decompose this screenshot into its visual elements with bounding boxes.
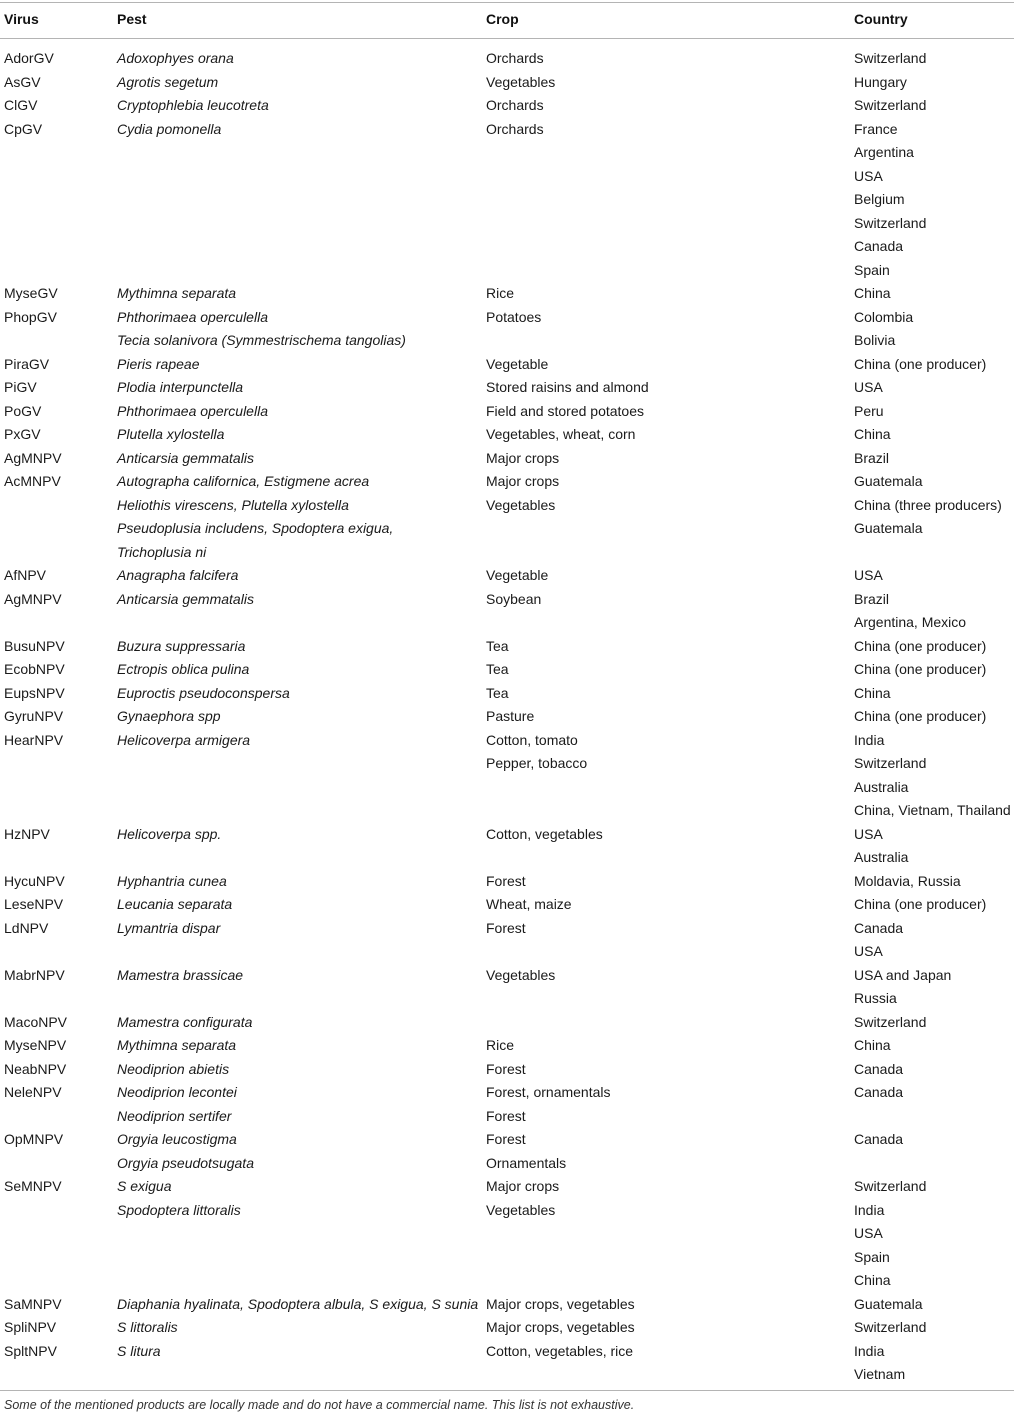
pest-cell: Trichoplusia ni (117, 543, 207, 560)
pest-cell: Euproctis pseudoconspersa (117, 684, 290, 701)
crop-cell: Forest (486, 1060, 526, 1077)
country-cell: Moldavia, Russia (854, 872, 961, 889)
virus-cell: AfNPV (4, 567, 47, 583)
virus-cell: NeleNPV (4, 1084, 62, 1100)
pest-cell: Tecia solanivora (Symmestrischema tangolias) (117, 332, 406, 348)
country-cell: Belgium (854, 191, 905, 207)
crop-cell: Major crops (486, 473, 560, 489)
table-row (0, 940, 1017, 964)
virus-cell: HzNPV (4, 825, 50, 842)
virus-cell: PhopGV (4, 308, 57, 325)
country-cell: Switzerland (854, 1013, 927, 1030)
crop-cell: Major crops, vegetables (486, 1295, 635, 1312)
country-cell: Hungary (854, 73, 907, 90)
virus-cell: AgMNPV (4, 590, 62, 607)
table-row (0, 212, 1017, 236)
crop-cell: Field and stored potatoes (486, 402, 644, 419)
pest-cell: Lymantria dispar (117, 919, 221, 936)
crop-cell: Major crops (486, 1178, 560, 1194)
table-row (0, 376, 1017, 400)
pest-cell: S littoralis (117, 1319, 178, 1335)
pest-cell: Orgyia pseudotsugata (117, 1154, 254, 1171)
pest-cell: Neodiprion lecontei (117, 1084, 237, 1100)
header-crop: Crop (486, 11, 519, 27)
crop-cell: Pasture (486, 708, 535, 724)
pest-cell: Leucania separata (117, 896, 233, 912)
table-row (0, 423, 1017, 447)
pest-cell: S exigua (117, 1178, 172, 1194)
table-row (0, 917, 1017, 941)
crop-cell: Tea (486, 684, 509, 701)
crop-cell: Vegetables (486, 1201, 556, 1218)
pest-cell: Orgyia leucostigma (117, 1131, 237, 1147)
virus-cell: AcMNPV (4, 473, 61, 489)
country-cell: Brazil (854, 449, 890, 466)
pest-cell: Mamestra configurata (117, 1013, 253, 1030)
country-cell: Switzerland (854, 50, 927, 66)
crop-cell: Major crops, vegetables (486, 1319, 635, 1335)
table-row (0, 306, 1017, 330)
country-cell: France (854, 120, 898, 137)
virus-cell: ClGV (4, 97, 38, 113)
crop-cell: Vegetables (486, 966, 556, 983)
pest-cell: Gynaephora spp (117, 708, 221, 724)
table-row (0, 635, 1017, 659)
country-cell: China (one producer) (854, 896, 987, 912)
crop-cell: Orchards (486, 97, 544, 113)
country-cell: Canada (854, 1084, 904, 1100)
virus-cell: GyruNPV (4, 708, 64, 724)
crop-cell: Forest, ornamentals (486, 1084, 611, 1100)
country-cell: China (854, 684, 891, 701)
crop-cell: Cotton, tomato (486, 731, 578, 748)
table-row (0, 165, 1017, 189)
table-row (0, 1246, 1017, 1270)
pest-cell: Adoxophyes orana (117, 50, 234, 66)
pest-cell: Mythimna separata (117, 285, 237, 301)
country-cell: Peru (854, 402, 884, 419)
pest-cell: Cydia pomonella (117, 120, 222, 137)
virus-cell: SpltNPV (4, 1342, 57, 1359)
country-cell: Spain (854, 261, 890, 278)
country-cell: USA (854, 379, 883, 395)
country-cell: Bolivia (854, 332, 896, 348)
table-body (0, 47, 1017, 1387)
pest-cell: Pieris rapeae (117, 355, 200, 372)
pest-cell: Plodia interpunctella (117, 379, 244, 395)
crop-cell: Forest (486, 919, 526, 936)
crop-cell: Cotton, vegetables, rice (486, 1342, 634, 1359)
table-row (0, 776, 1017, 800)
footnote: Some of the mentioned products are locally made and do not have a commercial name. This list is not exhaustive. (4, 1398, 635, 1412)
country-cell: China (854, 1037, 891, 1053)
country-cell: USA and Japan (854, 966, 952, 983)
top-rule (0, 2, 1014, 3)
virus-cell: LeseNPV (4, 896, 64, 912)
pest-cell: Buzura suppressaria (117, 637, 246, 654)
country-cell: Australia (854, 778, 909, 795)
pest-cell: Neodiprion abietis (117, 1060, 230, 1077)
country-cell: Guatemala (854, 520, 923, 536)
virus-cell: HearNPV (4, 731, 64, 748)
table-row (0, 353, 1017, 377)
country-cell: Switzerland (854, 214, 927, 231)
crop-cell: Rice (486, 1037, 515, 1053)
table-row (0, 541, 1017, 565)
country-cell: Argentina, Mexico (854, 614, 967, 630)
pest-cell: Spodoptera littoralis (117, 1201, 241, 1218)
table-row (0, 846, 1017, 870)
virus-cell: SaMNPV (4, 1295, 62, 1312)
crop-cell: Tea (486, 661, 509, 677)
virus-cell: AdorGV (4, 50, 54, 66)
crop-cell: Wheat, maize (486, 896, 572, 912)
table-row (0, 1152, 1017, 1176)
country-cell: Canada (854, 1060, 904, 1077)
virus-cell: PiraGV (4, 355, 50, 372)
header-virus: Virus (4, 11, 39, 27)
virus-cell: AgMNPV (4, 449, 62, 466)
country-cell: Canada (854, 919, 904, 936)
pest-cell: Anticarsia gemmatalis (117, 449, 254, 466)
country-cell: Switzerland (854, 97, 927, 113)
table-row (0, 71, 1017, 95)
virus-cell: NeabNPV (4, 1060, 67, 1077)
country-cell: China (854, 1272, 891, 1288)
pest-cell: Phthorimaea operculella (117, 402, 268, 419)
country-cell: Switzerland (854, 1178, 927, 1194)
virus-cell: CpGV (4, 120, 43, 137)
country-cell: USA (854, 943, 883, 959)
country-cell: USA (854, 825, 883, 842)
table-row (0, 517, 1017, 541)
country-cell: Spain (854, 1248, 890, 1265)
crop-cell: Orchards (486, 50, 544, 66)
country-cell: Canada (854, 1131, 904, 1147)
pest-cell: Hyphantria cunea (117, 872, 227, 889)
pest-cell: S litura (117, 1342, 161, 1359)
table-row (0, 588, 1017, 612)
table-row (0, 705, 1017, 729)
crop-cell: Major crops (486, 449, 560, 466)
table-row (0, 447, 1017, 471)
table-row (0, 1199, 1017, 1223)
table-row (0, 987, 1017, 1011)
crop-cell: Vegetable (486, 567, 549, 583)
crop-cell: Tea (486, 637, 509, 654)
virus-cell: MyseGV (4, 285, 58, 301)
crop-cell: Soybean (486, 590, 542, 607)
table-row (0, 823, 1017, 847)
country-cell: Australia (854, 849, 909, 865)
pest-cell: Cryptophlebia leucotreta (117, 97, 269, 113)
crop-cell: Vegetables (486, 496, 556, 513)
country-cell: Canada (854, 238, 904, 254)
pest-cell: Helicoverpa armigera (117, 731, 251, 748)
table-row (0, 658, 1017, 682)
table-row (0, 1363, 1017, 1387)
table-row (0, 611, 1017, 635)
country-cell: Guatemala (854, 1295, 923, 1312)
pest-cell: Mythimna separata (117, 1037, 237, 1053)
table-row (0, 752, 1017, 776)
table-row (0, 729, 1017, 753)
country-cell: USA (854, 167, 883, 184)
table-row (0, 1105, 1017, 1129)
crop-cell: Stored raisins and almond (486, 379, 649, 395)
header-rule (0, 38, 1014, 39)
virus-cell: MyseNPV (4, 1037, 67, 1053)
country-cell: China (one producer) (854, 355, 987, 372)
table-row (0, 682, 1017, 706)
table-row (0, 1222, 1017, 1246)
crop-cell: Rice (486, 285, 515, 301)
virus-cell: BusuNPV (4, 637, 65, 654)
table-row (0, 400, 1017, 424)
crop-cell: Forest (486, 1107, 526, 1124)
crop-cell: Vegetable (486, 355, 549, 372)
country-cell: USA (854, 1225, 883, 1241)
table-row (0, 893, 1017, 917)
pest-cell: Pseudoplusia includens, Spodoptera exigua, (117, 520, 394, 536)
virus-cell: MacoNPV (4, 1013, 68, 1030)
table-row (0, 1128, 1017, 1152)
crop-cell: Orchards (486, 120, 544, 137)
pest-cell: Heliothis virescens, Plutella xylostella (117, 496, 349, 513)
country-cell: China, Vietnam, Thailand (854, 802, 1011, 818)
header-pest: Pest (117, 11, 147, 27)
table-row (0, 494, 1017, 518)
virus-cell: SeMNPV (4, 1178, 62, 1194)
table-row (0, 94, 1017, 118)
table-row (0, 470, 1017, 494)
pest-cell: Plutella xylostella (117, 426, 225, 442)
pest-cell: Helicoverpa spp. (117, 825, 222, 842)
virus-cell: EcobNPV (4, 661, 65, 677)
table-row (0, 118, 1017, 142)
pest-cell: Autographa californica, Estigmene acrea (117, 473, 370, 489)
table-row (0, 259, 1017, 283)
country-cell: USA (854, 567, 883, 583)
country-cell: China (three producers) (854, 496, 1002, 513)
country-cell: India (854, 1342, 885, 1359)
table-row (0, 47, 1017, 71)
country-cell: China (one producer) (854, 637, 987, 654)
table-row (0, 1269, 1017, 1293)
table-row (0, 141, 1017, 165)
country-cell: Brazil (854, 590, 890, 607)
crop-cell: Potatoes (486, 308, 542, 325)
virus-cell: PoGV (4, 402, 42, 419)
crop-cell: Forest (486, 872, 526, 889)
table-row (0, 329, 1017, 353)
pest-cell: Anagrapha falcifera (117, 567, 239, 583)
table-row (0, 799, 1017, 823)
bottom-rule (0, 1390, 1014, 1391)
table-row (0, 1034, 1017, 1058)
pest-cell: Mamestra brassicae (117, 966, 244, 983)
country-cell: Guatemala (854, 473, 923, 489)
virus-cell: PiGV (4, 379, 37, 395)
country-cell: China (one producer) (854, 661, 987, 677)
virus-cell: PxGV (4, 426, 41, 442)
country-cell: Russia (854, 990, 897, 1006)
pest-cell: Phthorimaea operculella (117, 308, 268, 325)
virus-cell: HycuNPV (4, 872, 65, 889)
virus-cell: OpMNPV (4, 1131, 64, 1147)
table-row (0, 1340, 1017, 1364)
crop-cell: Vegetables (486, 73, 556, 90)
table-row (0, 1175, 1017, 1199)
virus-cell: SpliNPV (4, 1319, 57, 1335)
virus-cell: AsGV (4, 73, 41, 90)
header-country: Country (854, 11, 908, 27)
crop-cell: Cotton, vegetables (486, 825, 603, 842)
country-cell: Colombia (854, 308, 914, 325)
crop-cell: Forest (486, 1131, 526, 1147)
crop-cell: Ornamentals (486, 1154, 567, 1171)
table-row (0, 282, 1017, 306)
country-cell: India (854, 1201, 885, 1218)
table-row (0, 1058, 1017, 1082)
country-cell: Argentina (854, 144, 914, 160)
pest-cell: Diaphania hyalinata, Spodoptera albula, S exigua, S sunia (117, 1295, 479, 1312)
pest-cell: Anticarsia gemmatalis (117, 590, 254, 607)
table-row (0, 188, 1017, 212)
pest-cell: Ectropis oblica pulina (117, 661, 250, 677)
table-row (0, 1011, 1017, 1035)
table-row (0, 1316, 1017, 1340)
country-cell: China (one producer) (854, 708, 987, 724)
table-row (0, 1081, 1017, 1105)
table-row (0, 235, 1017, 259)
pest-cell: Agrotis segetum (117, 73, 219, 90)
country-cell: India (854, 731, 885, 748)
country-cell: China (854, 285, 891, 301)
virus-cell: MabrNPV (4, 966, 65, 983)
table-row (0, 870, 1017, 894)
country-cell: Switzerland (854, 1319, 927, 1335)
crop-cell: Vegetables, wheat, corn (486, 426, 636, 442)
country-cell: China (854, 426, 891, 442)
table-row (0, 564, 1017, 588)
table-row (0, 1293, 1017, 1317)
table-row (0, 964, 1017, 988)
crop-cell: Pepper, tobacco (486, 755, 588, 771)
pest-cell: Neodiprion sertifer (117, 1107, 232, 1124)
virus-cell: EupsNPV (4, 684, 65, 701)
virus-cell: LdNPV (4, 919, 49, 936)
country-cell: Switzerland (854, 755, 927, 771)
country-cell: Vietnam (854, 1366, 906, 1382)
